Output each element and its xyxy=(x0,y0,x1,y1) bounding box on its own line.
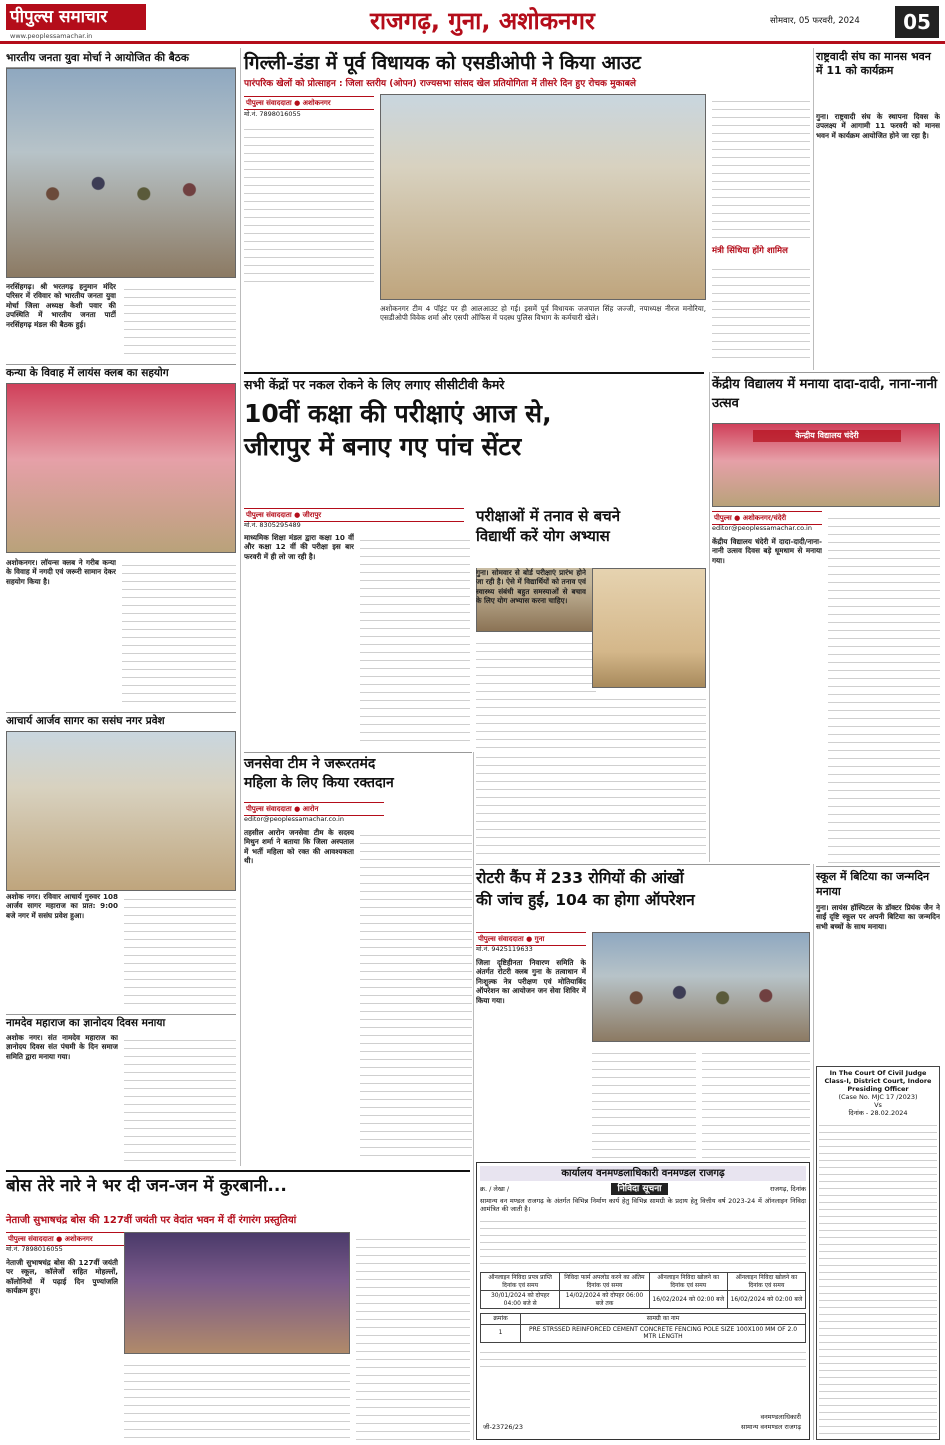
namdev-lead: अशोक नगर। संत नामदेव महाराज का ज्ञानोदय दिवस संत पंचमी के दिन समाज समिति द्वारा मनाया गया। xyxy=(6,1033,118,1061)
website-text: www.peoplessamachar.in xyxy=(10,32,93,40)
eye-text-col2 xyxy=(592,1046,696,1158)
eye-lead: जिला दृष्टिहीनता निवारण समिति के अंतर्गत रोटरी क्लब गुना के तत्वाधान में निःशुल्क नेत्र परीक्षण एवं मोतियाबिंद ऑपरेशन का आयोजन जन सेवा शिविर में किया गया। xyxy=(476,958,586,1005)
bose-headline: बोस तेरे नारे ने भर दी जन-जन में कुरबानी... xyxy=(6,1176,287,1196)
kv-photo xyxy=(712,423,940,507)
bjym-text-col2 xyxy=(124,282,236,360)
gilli-headline: गिल्ली-डंडा में पूर्व विधायक को एसडीओपी ने किया आउट xyxy=(244,52,641,74)
gilli-subhead: पारंपरिक खेलों को प्रोत्साहन : जिला स्तरीय (ओपन) राज्यसभा सांसद खेल प्रतियोगिता में तीसरे दिन हुए रोचक मुकाबले xyxy=(244,79,636,89)
column-rule xyxy=(813,864,814,1440)
story-lions xyxy=(6,364,236,544)
story-bose-header xyxy=(6,1170,470,1214)
tender-date-cell: 14/02/2024 को दोपहर 06:00 बजे तक xyxy=(560,1291,649,1309)
tender-refline xyxy=(480,1183,806,1195)
tender-signatory-2: सामान्य वनमण्डल राजगढ़ xyxy=(740,1423,801,1431)
court-title: In The Court Of Civil Judge Class-I, District Court, Indore xyxy=(824,1069,932,1085)
story-eye-header xyxy=(476,864,810,928)
tender-date-cell: 30/01/2024 को दोपहर 04:00 बजे से xyxy=(481,1291,560,1309)
school-lead: गुना। लायंस हॉस्पिटल के डॉक्टर प्रियंक जैन ने साईं दृष्टि स्कूल पर अपनी बिटिया का जन्मदिन सभी बच्चों के साथ मनाया। xyxy=(816,903,940,931)
exam-headline-2: जीरापुर में बनाए गए पांच सेंटर xyxy=(244,432,522,461)
school-text xyxy=(816,903,940,1063)
gilli-text-col4 xyxy=(712,94,810,244)
masthead xyxy=(0,0,945,44)
story-kv xyxy=(712,372,940,862)
yoga-text-col1 xyxy=(476,568,586,748)
exam-mobile: मो.नं. 8305295489 xyxy=(244,521,301,529)
eye-text-col3 xyxy=(702,1046,810,1158)
story-bjym xyxy=(6,50,236,360)
acharya-headline: आचार्य आर्जव सागर का ससंघ नगर प्रवेश xyxy=(6,715,165,727)
namdev-text-col2 xyxy=(124,1033,236,1163)
court-case: (Case No. MJC 17 /2023) xyxy=(838,1093,918,1101)
story-rss xyxy=(816,50,940,366)
blood-byline: पीपुल्स संवाददाता ● आरोन xyxy=(244,802,384,816)
bjym-text xyxy=(6,282,116,360)
tender-col-header: ऑनलाइन निविदा प्रपत्र प्राप्ति दिनांक एवं समय xyxy=(481,1273,560,1291)
tender-number: जी-23726/23 xyxy=(483,1423,523,1431)
region-title: राजगढ़, गुना, अशोकनगर xyxy=(370,7,595,35)
exam-text-col2 xyxy=(360,533,470,748)
gilli-caption: अशोकनगर टीम 4 पॉइंट पर ही आलआउट हो गई। इसमें पूर्व विधायक जजपाल सिंह जज्जी, नपाध्यक्ष नीरज मनोरिया, एसडीओपी विवेक शर्मा और एसपी ऑफिस में पदस्थ पुलिस विभाग के कर्मचारी खेले। xyxy=(380,304,706,323)
blood-email: editor@peoplessamachar.co.in xyxy=(244,815,344,823)
bose-mobile: मो.नं. 7898016055 xyxy=(6,1245,63,1253)
exam-byline: पीपुल्स संवाददाता ● जीरापुर xyxy=(244,508,464,522)
gilli-text-col1 xyxy=(244,122,374,282)
exam-kicker: सभी केंद्रों पर नकल रोकने के लिए लगाए सीसीटीवी कैमरे xyxy=(244,377,505,392)
eye-mobile: मो.नं. 9425119633 xyxy=(476,945,533,953)
tender-items-table xyxy=(480,1313,806,1343)
tender-col-header: ऑनलाइन निविदा खोलने का दिनांक एवं समय xyxy=(649,1273,727,1291)
yoga-photo xyxy=(592,568,706,688)
issue-date: सोमवार, 05 फरवरी, 2024 xyxy=(770,16,860,26)
tender-ref: क्र. / लेखा / xyxy=(480,1185,510,1193)
story-yoga-header xyxy=(476,506,706,568)
namdev-text xyxy=(6,1033,118,1163)
court-date: दिनांक - 28.02.2024 xyxy=(848,1109,908,1117)
bose-text-col1 xyxy=(6,1258,118,1440)
bose-subhead: नेताजी सुभाषचंद्र बोस की 127वीं जयंती पर वेदांत भवन में दीं रंगारंग प्रस्तुतियां xyxy=(6,1215,297,1226)
yoga-text-col2 xyxy=(592,692,706,748)
eye-byline: पीपुल्स संवाददाता ● गुना xyxy=(476,932,586,946)
gilli-byline: पीपुल्स संवाददाता ● अशोकनगर xyxy=(244,96,374,110)
bose-lead: नेताजी सुभाषचंद्र बोस की 127वीं जयंती पर स्कूल, कॉलेजों सहित मोहल्लों, कॉलोनियों में पढ़ाई दिन पुण्यांजलि कार्यक्रम हुए। xyxy=(6,1258,118,1296)
gilli-subheadline: मंत्री सिंधिया होंगे शामिल xyxy=(712,246,788,256)
kv-headline: केंद्रीय विद्यालय में मनाया दादा-दादी, नाना-नानी उत्सव xyxy=(712,377,938,411)
eye-headline-2: की जांच हुई, 104 का होगा ऑपरेशन xyxy=(476,891,695,909)
tender-signatory: वनमण्डलाधिकारी xyxy=(760,1413,801,1421)
blood-text-col1 xyxy=(244,828,354,1158)
exam-lead: माध्यमिक शिक्षा मंडल द्वारा कक्षा 10 वीं और कक्षा 12 वीं की परीक्षा इस बार फरवरी में ही लो जा रही है। xyxy=(244,533,354,561)
kv-lead: केंद्रीय विद्यालय चंदेरी में दादा-दादी/नाना-नानी उत्सव दिवस बड़े धूमधाम से मनाया गया। xyxy=(712,537,822,565)
court-notice xyxy=(816,1066,940,1440)
bjym-photo xyxy=(6,68,236,278)
blood-headline-2: महिला के लिए किया रक्तदान xyxy=(244,775,394,791)
bjym-headline: भारतीय जनता युवा मोर्चा ने आयोजित की बैठक xyxy=(6,50,236,68)
gilli-text-col5 xyxy=(712,262,810,360)
eye-text-col1 xyxy=(476,958,586,1158)
rss-headline: राष्ट्रवादी संघ का मानस भवन में 11 को कार्यक्रम xyxy=(816,50,931,77)
lions-text-col2 xyxy=(122,558,236,708)
exam-text-col1 xyxy=(244,533,354,748)
yoga-headline-2: विद्यार्थी करें योग अभ्यास xyxy=(476,527,610,545)
story-gilli xyxy=(244,50,810,366)
kv-photo-banner: केन्द्रीय विद्यालय चंदेरी xyxy=(753,430,901,442)
eye-headline-1: रोटरी कैंप में 233 रोगियों की आंखों xyxy=(476,869,684,887)
tender-intro: सामान्य वन मण्डल राजगढ़ के अंतर्गत विभिन्न निर्माण कार्य हेतु विभिन्न सामग्री के प्रदाय हेतु वित्तीय वर्ष 2023-24 में ऑनलाइन निविदा आमंत्रित की जाती है। xyxy=(480,1197,806,1213)
exam-headline-1: 10वीं कक्षा की परीक्षाएं आज से, xyxy=(244,399,552,428)
lions-photo xyxy=(6,383,236,553)
gilli-photo xyxy=(380,94,706,300)
tender-item-header: सामग्री का नाम xyxy=(521,1314,806,1325)
yoga-headline-1: परीक्षाओं में तनाव से बचने xyxy=(476,507,621,525)
tender-item-name: PRE STRSSED REINFORCED CEMENT CONCRETE FENCING POLE SIZE 100X100 MM OF 2.0 MTR LENGTH xyxy=(521,1324,806,1342)
yoga-lead: गुना। सोमवार से बोर्ड परीक्षाएं प्रारंभ होने जा रही है। ऐसे में विद्यार्थियों को तनाव एवं स्वास्थ्य संबंधी बहुत समस्याओं से बचाव के लिए योग अभ्यास करना चाहिए। xyxy=(476,568,586,606)
bose-text-col3 xyxy=(356,1232,470,1440)
court-vs: Vs xyxy=(874,1101,882,1109)
tender-col-header: निविदा फार्म अपलोड करने का अंतिम दिनांक एवं समय xyxy=(560,1273,649,1291)
tender-item-no: 1 xyxy=(481,1324,521,1342)
acharya-photo xyxy=(6,731,236,891)
kv-byline: पीपुल्स ● अशोकनगर/चंदेरी xyxy=(712,511,822,525)
eye-photo xyxy=(592,932,810,1042)
story-acharya xyxy=(6,712,236,902)
column-rule xyxy=(709,372,710,862)
acharya-text xyxy=(6,892,118,1010)
bjym-lead: नरसिंहगढ़। श्री भरतगढ़ हनुमान मंदिर परिसर में रविवार को भारतीय जनता युवा मोर्चा जिला अध्यक्ष केशी पवार की उपस्थिति में भारतीय जनता पार्टी नरसिंहगढ़ मंडल की बैठक हुई। xyxy=(6,282,116,329)
masthead-logo xyxy=(6,2,156,42)
kv-text-col1 xyxy=(712,537,822,863)
logo-text: पीपुल्स समाचार xyxy=(6,4,146,30)
tender-date-cell: 16/02/2024 को 02:00 बजे xyxy=(649,1291,727,1309)
tender-item-header: क्रमांक xyxy=(481,1314,521,1325)
rss-lead: गुना। राष्ट्रवादी संघ के स्थापना दिवस के उपलक्ष्य में आगामी 11 फरवरी को मानस भवन में कार्यक्रम आयोजित होने जा रहा है। xyxy=(816,112,940,140)
court-text xyxy=(819,1119,937,1435)
blood-headline-1: जनसेवा टीम ने जरूरतमंद xyxy=(244,756,376,772)
blood-lead: तहसील आरोन जनसेवा टीम के सदस्य मिथुन शर्मा ने बताया कि जिला अस्पताल में भर्ती महिला को रक्त की आवश्यकता थी। xyxy=(244,828,354,866)
tender-footer-text xyxy=(480,1346,806,1368)
column-rule xyxy=(240,48,241,1166)
tender-date-cell: 16/02/2024 को 02:00 बजे xyxy=(727,1291,805,1309)
court-presiding: Presiding Officer xyxy=(847,1085,909,1093)
column-rule xyxy=(473,752,474,1440)
lions-text xyxy=(6,558,116,708)
lions-lead: अशोकनगर। लॉयन्स क्लब ने गरीब कन्या के विवाह में नगदी एवं जरूरी सामान देकर सहयोग किया है। xyxy=(6,558,116,586)
kv-text-col2 xyxy=(828,511,940,863)
rss-text xyxy=(816,112,940,362)
bose-byline: पीपुल्स संवाददाता ● अशोकनगर xyxy=(6,1232,136,1246)
acharya-text-col2 xyxy=(124,892,236,1010)
tender-dates-table xyxy=(480,1272,806,1309)
acharya-lead: अशोक नगर। रविवार आचार्य गुरुवर 108 आर्जव सागर महाराज का प्रात: 9:00 बजे नगर में ससंघ प्रवेश हुआ। xyxy=(6,892,118,920)
story-exam xyxy=(244,372,704,522)
blood-text-col2 xyxy=(360,828,472,1158)
kv-email: editor@peoplessamachar.co.in xyxy=(712,524,812,532)
tender-place-date: राजगढ़, दिनांक xyxy=(769,1185,806,1193)
story-blood-header xyxy=(244,752,472,798)
column-rule xyxy=(813,48,814,370)
lions-headline: कन्या के विवाह में लायंस क्लब का सहयोग xyxy=(6,367,169,379)
tender-notice xyxy=(476,1162,810,1440)
page-number: 05 xyxy=(895,6,939,38)
yoga-text-col3 xyxy=(476,750,706,860)
namdev-headline: नामदेव महाराज का ज्ञानोदय दिवस मनाया xyxy=(6,1017,166,1029)
bose-text-col2 xyxy=(124,1358,350,1440)
story-namdev xyxy=(6,1014,236,1164)
school-headline: स्कूल में बिटिया का जन्मदिन मनाया xyxy=(816,870,930,898)
tender-col-header: ऑनलाइन निविदा खोलने का दिनांक एवं समय xyxy=(727,1273,805,1291)
bose-photo xyxy=(124,1232,350,1354)
tender-conditions xyxy=(480,1215,806,1269)
tender-title: निविदा सूचना xyxy=(611,1183,667,1195)
tender-office: कार्यालय वनमण्डलाधिकारी वनमण्डल राजगढ़ xyxy=(480,1166,806,1181)
gilli-mobile: मो.नं. 7898016055 xyxy=(244,110,301,118)
